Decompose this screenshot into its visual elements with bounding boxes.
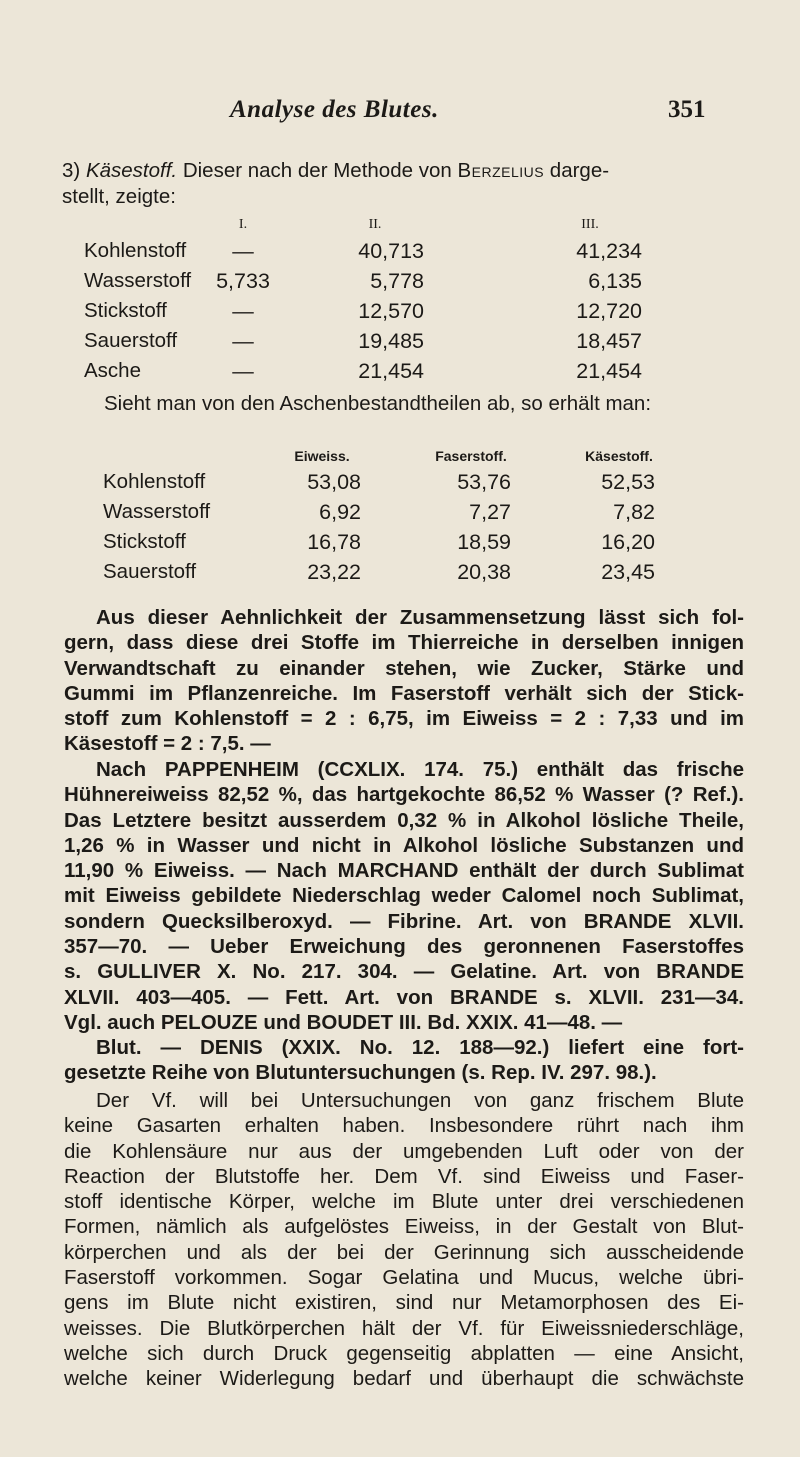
table-cell: — <box>232 299 254 323</box>
table-cell: 40,713 <box>358 239 424 263</box>
text-line: Das Letztere besitzt ausserdem 0,32 % in Alkohol lösliche Theile, <box>64 808 744 832</box>
table-row <box>0 359 800 389</box>
page-number: 351 <box>668 96 706 123</box>
row-label: Kohlenstoff <box>103 470 206 493</box>
table-cell: 19,485 <box>358 329 424 353</box>
row-label: Sauerstoff <box>103 560 197 583</box>
paragraph-blut <box>64 1035 744 1086</box>
text-line: Aus dieser Aehnlichkeit der Zusammensetzung lässt sich fol- <box>96 606 744 629</box>
row-label: Stickstoff <box>103 530 186 553</box>
table-cell: 5,733 <box>216 269 270 293</box>
text-line: gens im Blute nicht existiren, sind nur Metamorphosen des Ei- <box>64 1291 744 1315</box>
table-row <box>0 239 800 269</box>
text-line: die Kohlensäure nur aus der umgebenden Luft oder von der <box>64 1139 744 1163</box>
text-line: sondern Quecksilberoxyd. — Fibrine. Art. von BRANDE XLVII. <box>64 909 744 933</box>
text-line: gesetzte Reihe von Blutuntersuchungen (s. Rep. IV. 297. 98.). <box>64 1061 657 1085</box>
transition-sentence: Sieht man von den Aschenbestandtheilen ab, so erhält man: <box>104 392 652 415</box>
text-line: keine Gasarten erhalten haben. Insbesondere rührt nach ihm <box>64 1114 744 1138</box>
text-line: 11,90 % Eiweiss. — Nach MARCHAND enthält der durch Sublimat <box>64 859 744 883</box>
row-label: Kohlenstoff <box>84 239 187 262</box>
section-intro: Dieser nach der Methode von <box>182 159 452 182</box>
table-cell: 20,38 <box>457 560 511 584</box>
text-line: s. GULLIVER X. No. 217. 304. — Gelatine. Art. von BRANDE <box>64 960 744 984</box>
text-line: stoff identische Körper, welche im Blute unter drei verschiedenen <box>64 1190 744 1214</box>
text-line: XLVII. 403—405. — Fett. Art. von BRANDE s. XLVII. 231—34. <box>64 985 744 1009</box>
row-label: Wasserstoff <box>103 500 211 523</box>
table-cell: 18,59 <box>457 530 511 554</box>
column-header: Faserstoff. <box>435 448 507 464</box>
text-line: mit Eiweiss gebildete Niederschlag weder Calomel noch Sublimat, <box>64 884 744 908</box>
text-line: stoff zum Kohlenstoff = 2 : 6,75, im Eiweiss = 2 : 7,33 und im <box>64 707 744 731</box>
section-intro-tail: darge- <box>549 159 610 182</box>
column-header: III. <box>581 217 599 232</box>
text-line: Reaction der Blutstoffe her. Dem Vf. sind Eiweiss und Faser- <box>64 1164 744 1188</box>
row-label: Asche <box>84 359 141 382</box>
text-line: körperchen und als der bei der Gerinnung sich ausscheidende <box>64 1240 744 1264</box>
table-cell: — <box>232 239 254 263</box>
table-cell: 21,454 <box>576 359 642 383</box>
table-cell: 52,53 <box>601 470 655 494</box>
text-line: Vgl. auch PELOUZE und BOUDET III. Bd. XXIX. 41—48. — <box>64 1010 623 1034</box>
text-line: 1,26 % in Wasser und nicht in Alkohol lösliche Substanzen und <box>64 833 744 857</box>
section-number: 3) <box>62 159 81 182</box>
text-line: welche sich durch Druck gegenseitig abplatten — eine Ansicht, <box>64 1341 744 1365</box>
paragraph-similarity <box>64 605 744 757</box>
running-head <box>0 96 800 130</box>
table-cell: 6,135 <box>588 269 642 293</box>
text-line: Der Vf. will bei Untersuchungen von ganz frischem Blute <box>96 1089 744 1112</box>
table-row <box>0 530 800 560</box>
text-line: Hühnereiweiss 82,52 %, das hartgekochte 86,52 % Wasser (? Ref.). <box>64 783 744 807</box>
table-cell: 53,76 <box>457 470 511 494</box>
table-cell: 12,720 <box>576 299 642 323</box>
table-cell: 23,45 <box>601 560 655 584</box>
table-row <box>0 500 800 530</box>
text-line: Faserstoff vorkommen. Sogar Gelatina und Mucus, welche übri- <box>64 1266 744 1290</box>
section-intro-line2: stellt, zeigte: <box>62 185 176 208</box>
column-header: Käsestoff. <box>585 448 653 464</box>
table-cell: 18,457 <box>576 329 642 353</box>
column-header: II. <box>368 217 382 232</box>
row-label: Stickstoff <box>84 299 167 322</box>
section-name: Käsestoff. <box>85 159 178 182</box>
table-cell: — <box>232 359 254 383</box>
paragraph-pappenheim <box>64 757 744 1035</box>
text-line: Gummi im Pflanzenreiche. Im Faserstoff verhält sich der Stick- <box>64 681 744 705</box>
table-row <box>0 299 800 329</box>
table-cell: 5,778 <box>370 269 424 293</box>
text-line: welche keiner Widerlegung bedarf und überhaupt die schwächste <box>64 1367 744 1391</box>
table-cell: 12,570 <box>358 299 424 323</box>
table-cell: 53,08 <box>307 470 361 494</box>
running-title: Analyse des Blutes. <box>230 96 439 123</box>
column-header: Eiweiss. <box>294 448 350 464</box>
text-line: Blut. — DENIS (XXIX. No. 12. 188—92.) liefert eine fort- <box>96 1036 744 1059</box>
text-line: gern, dass diese drei Stoffe im Thierreiche in derselben innigen <box>64 631 744 655</box>
table-cell: 21,454 <box>358 359 424 383</box>
text-line: Käsestoff = 2 : 7,5. — <box>64 732 271 756</box>
table-cell: 16,78 <box>307 530 361 554</box>
row-label: Sauerstoff <box>84 329 178 352</box>
table-row <box>0 269 800 299</box>
text-line: Nach PAPPENHEIM (CCXLIX. 174. 75.) enthält das frische <box>96 758 744 781</box>
column-header: I. <box>238 217 248 232</box>
table-cell: 6,92 <box>319 500 361 524</box>
section-author: Berzelius <box>457 159 545 182</box>
table-cell: — <box>232 329 254 353</box>
paragraph-denis <box>64 1088 744 1392</box>
table-cell: 16,20 <box>601 530 655 554</box>
text-line: Formen, nämlich als aufgelöstes Eiweiss, in der Gestalt von Blut- <box>64 1215 744 1239</box>
text-line: 357—70. — Ueber Erweichung des geronnenen Faserstoffes <box>64 935 744 959</box>
table-cell: 7,82 <box>613 500 655 524</box>
row-label: Wasserstoff <box>84 269 192 292</box>
section-heading <box>62 158 742 210</box>
table-row <box>0 560 800 590</box>
text-line: weisses. Die Blutkörperchen hält der Vf. für Eiweissniederschläge, <box>64 1316 744 1340</box>
table-row <box>0 329 800 359</box>
table-row <box>0 470 800 500</box>
table-cell: 41,234 <box>576 239 642 263</box>
text-line: Verwandtschaft zu einander stehen, wie Zucker, Stärke und <box>64 656 744 680</box>
table-cell: 23,22 <box>307 560 361 584</box>
table-cell: 7,27 <box>469 500 511 524</box>
